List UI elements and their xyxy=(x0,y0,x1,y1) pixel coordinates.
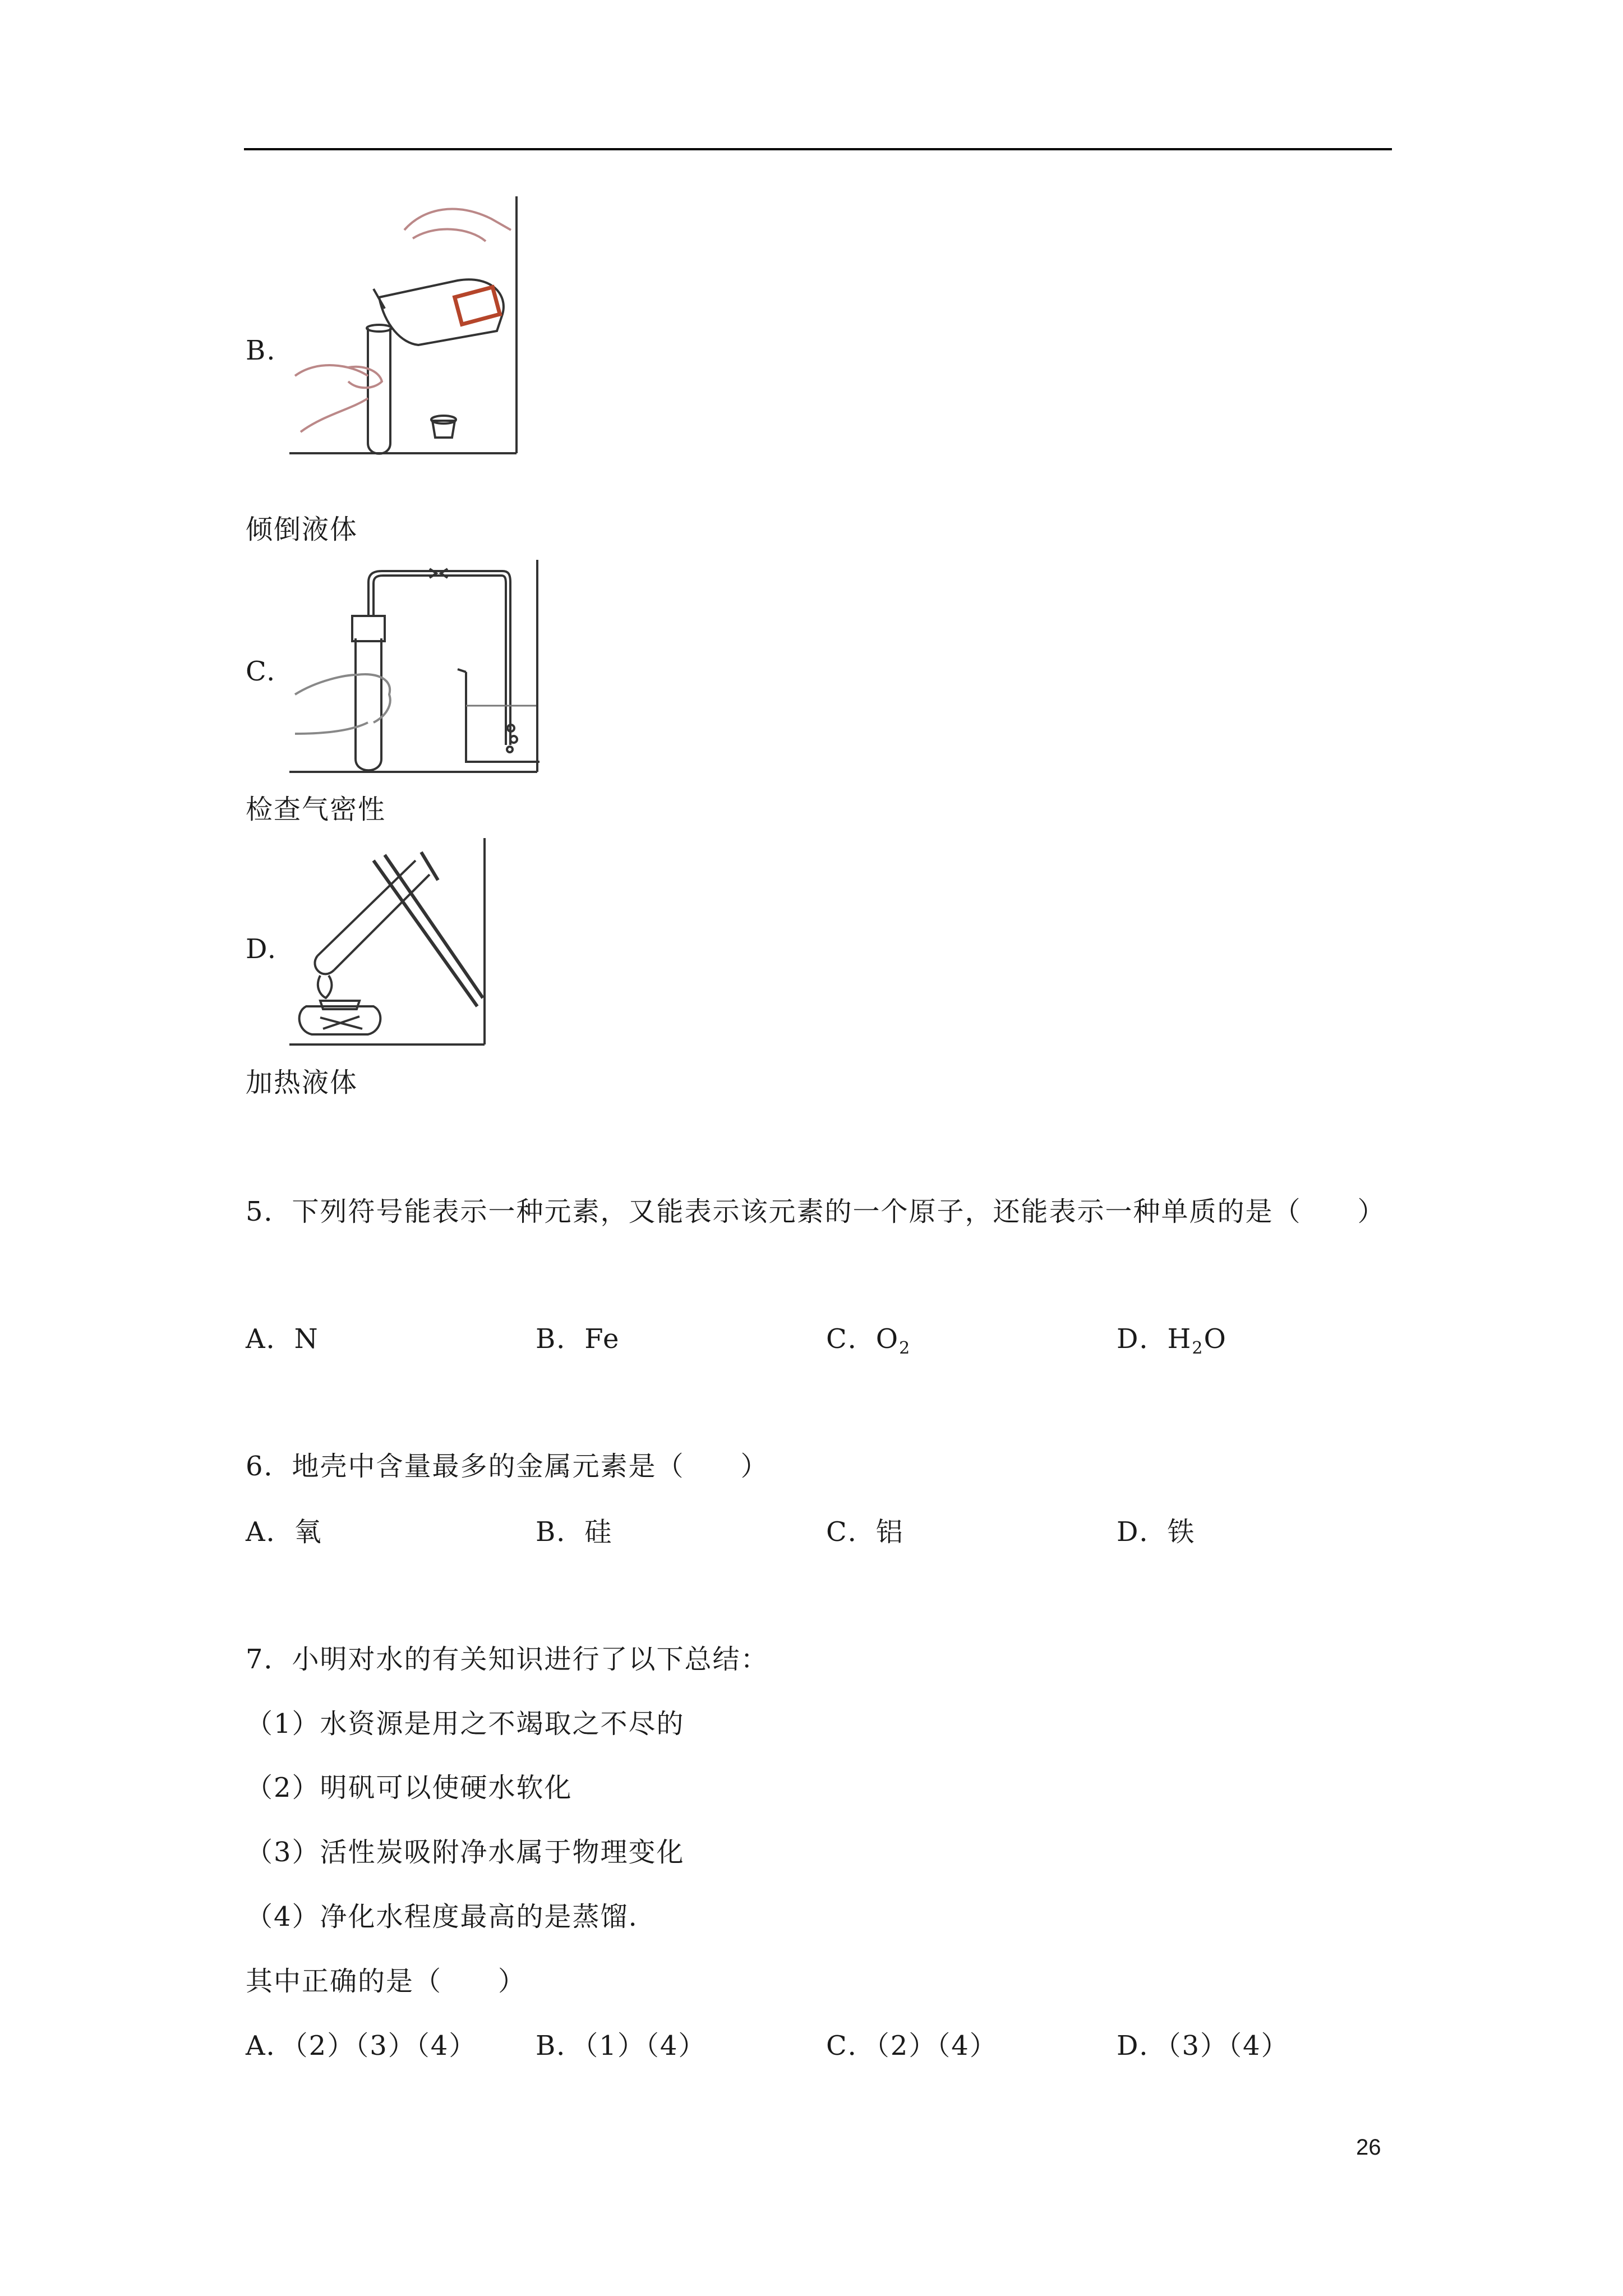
option-c-caption: 检查气密性 xyxy=(246,794,386,825)
option-d-label: D. xyxy=(246,933,278,965)
q6-option-d: D．铁 xyxy=(1117,1516,1196,1548)
q7-item: （3）活性炭吸附净水属于物理变化 xyxy=(246,1837,685,1868)
q6-option-c: C．铝 xyxy=(826,1516,904,1548)
q7-ask: 其中正确的是（ ） xyxy=(246,1966,527,1997)
airtightness-check-figure xyxy=(289,560,540,774)
option-b-label: B. xyxy=(246,335,276,366)
q7-option-d: D．（3）（4） xyxy=(1117,2030,1289,2062)
q5-option-a: A．N xyxy=(246,1323,319,1355)
q7-item: （2）明矾可以使硬水软化 xyxy=(246,1772,573,1803)
page-number: 26 xyxy=(1356,2135,1381,2160)
q6-option-b: B．硅 xyxy=(536,1516,613,1548)
header-rule xyxy=(244,148,1392,150)
q5-option-b: B．Fe xyxy=(536,1323,620,1355)
q5-stem: 5．下列符号能表示一种元素，又能表示该元素的一个原子，还能表示一种单质的是（ ） xyxy=(246,1196,1386,1227)
q6-option-a: A．氧 xyxy=(246,1516,322,1548)
q7-stem: 7．小明对水的有关知识进行了以下总结： xyxy=(246,1644,769,1675)
q7-item: （1）水资源是用之不竭取之不尽的 xyxy=(246,1708,685,1740)
q5-option-c: C．$O_2$ xyxy=(826,1323,911,1358)
q7-option-a: A．（2）（3）（4） xyxy=(246,2030,477,2062)
pouring-liquid-figure xyxy=(289,196,519,455)
option-b-caption: 倾倒液体 xyxy=(246,514,358,545)
q7-item: （4）净化水程度最高的是蒸馏. xyxy=(246,1901,638,1932)
heating-liquid-figure xyxy=(289,838,487,1047)
q5-option-d: D．$H_2O$ xyxy=(1117,1323,1227,1358)
q6-stem: 6．地壳中含量最多的金属元素是（ ） xyxy=(246,1451,769,1482)
q7-option-c: C．（2）（4） xyxy=(826,2030,998,2062)
option-d-caption: 加热液体 xyxy=(246,1067,358,1098)
option-c-label: C. xyxy=(246,656,276,687)
q7-option-b: B．（1）（4） xyxy=(536,2030,707,2062)
